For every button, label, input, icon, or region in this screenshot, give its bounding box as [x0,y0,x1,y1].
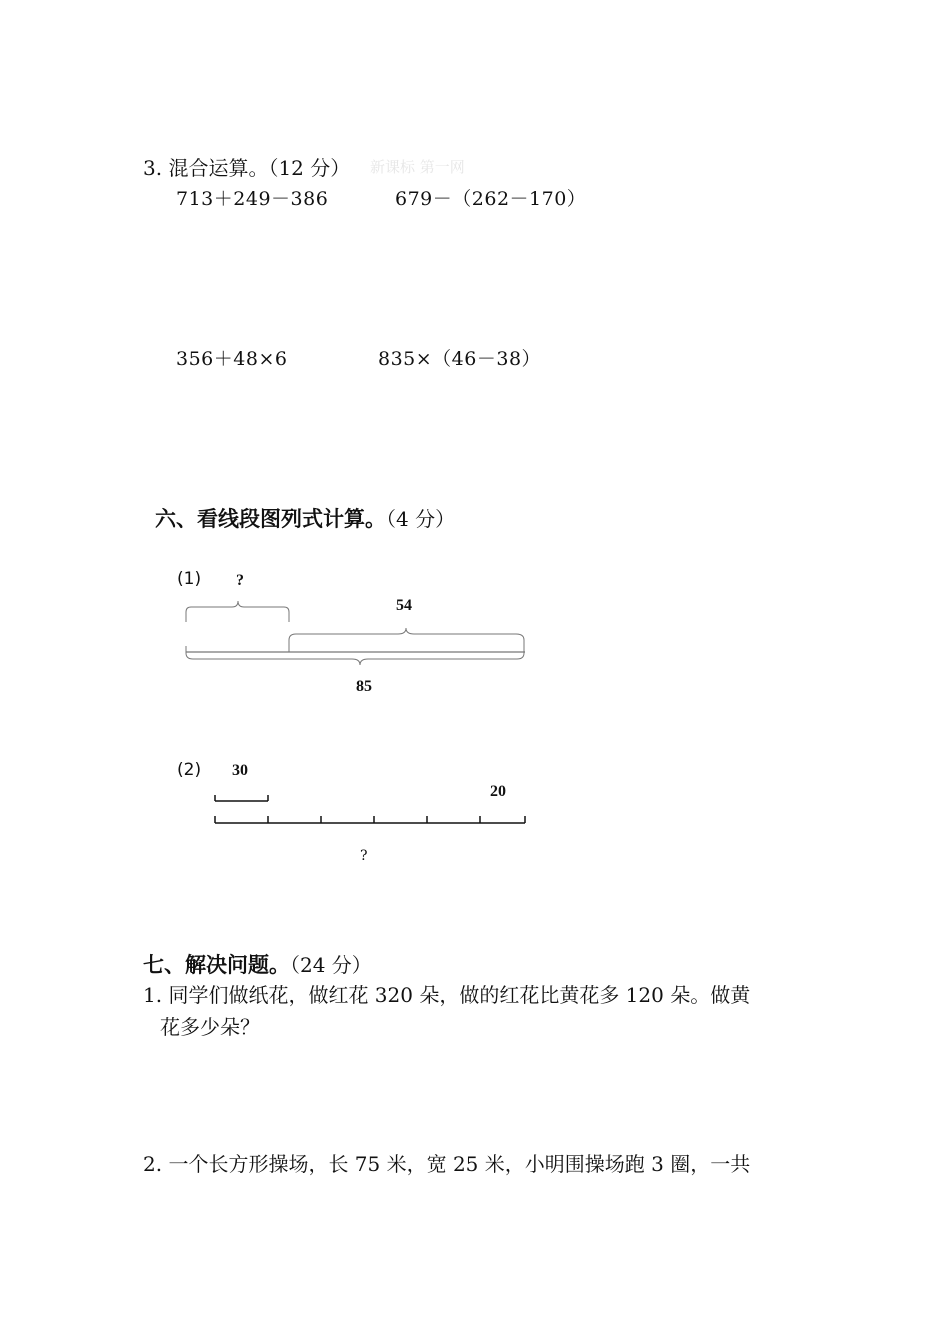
section7-score: （24 分） [290,953,372,977]
expression-3: 356＋48×6 [176,348,288,370]
section6-score: （4 分） [386,507,456,531]
diagram1-value-54: 54 [396,597,412,614]
watermark-text: 新课标 第一网 [370,158,465,176]
problem-1-line-2: 花多少朵？ [160,1015,260,1039]
problem-1-line-1: 1. 同学们做纸花，做红花 320 朵，做的红花比黄花多 120 朵。做黄 [143,983,751,1007]
diagram1-label: (1) [177,569,202,589]
diagram2-value-20: 20 [490,783,506,800]
section7-title: 七、解决问题。 [143,953,290,977]
section6-title: 六、看线段图列式计算。 [155,507,386,531]
problem-2-line-1: 2. 一个长方形操场，长 75 米，宽 25 米，小明围操场跑 3 圈，一共 [143,1152,751,1176]
diagram2-value-30: 30 [232,762,248,779]
expression-4: 835×（46－38） [378,348,542,370]
expression-1: 713＋249－386 [176,188,329,210]
diagram2-label: (2) [177,760,202,780]
mixed-ops-heading: 3. 混合运算。（12 分） [143,156,351,180]
diagram1-question-mark: ? [236,572,244,589]
diagram1-value-85: 85 [356,678,372,695]
section7-heading [143,949,372,979]
expression-2: 679－（262－170） [395,188,587,210]
diagram2-question-mark: ? [360,848,368,864]
